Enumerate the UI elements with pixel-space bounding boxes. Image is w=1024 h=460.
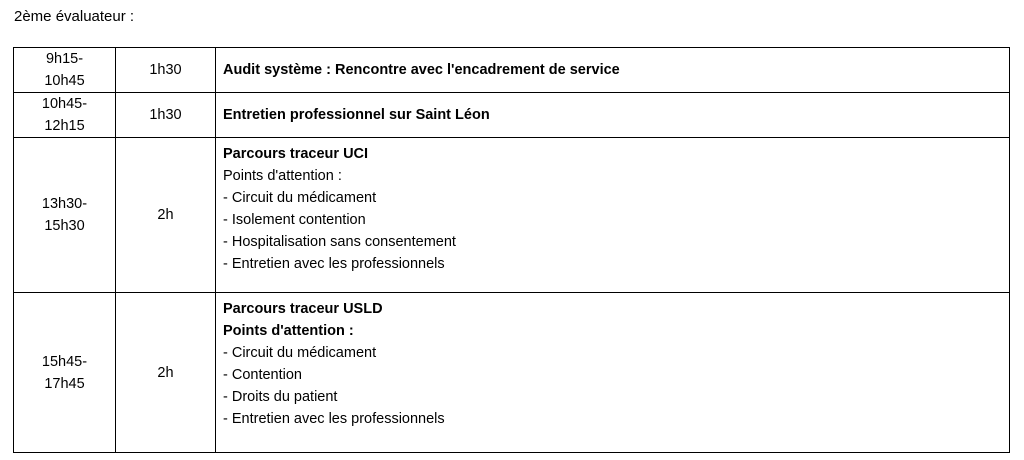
attention-item: - Hospitalisation sans consentement [223,234,456,250]
attention-subtitle: Points d'attention : [223,168,342,184]
time-cell [14,93,116,138]
activity-title: Audit système : Rencontre avec l'encadrement de service [223,62,620,78]
time-cell [14,293,116,453]
time-start: 15h45- [41,353,88,370]
table-row [14,138,1010,293]
description-cell [216,48,1010,93]
attention-item: - Isolement contention [223,212,366,228]
time-end: 12h15 [44,118,85,134]
time-cell [14,48,116,93]
duration-cell: 2h [116,138,216,293]
attention-item: - Entretien avec les professionnels [223,256,445,272]
duration-cell: 1h30 [116,48,216,93]
duration-cell: 1h30 [116,93,216,138]
activity-title: Parcours traceur UCI [223,146,369,162]
attention-item: - Contention [223,367,302,383]
attention-subtitle: Points d'attention : [223,323,354,339]
description-cell [216,293,1010,453]
attention-item: - Circuit du médicament [223,190,377,206]
table-row [14,48,1010,93]
evaluator-heading: 2ème évaluateur : [14,8,135,25]
table-row [14,293,1010,453]
time-start: 10h45- [41,96,88,112]
description-cell [216,138,1010,293]
time-start: 13h30- [41,196,88,212]
time-start: 9h15- [45,51,84,67]
time-end: 15h30 [44,218,85,234]
schedule-table [13,47,1010,453]
activity-title: Parcours traceur USLD [223,301,383,317]
activity-title: Entretien professionnel sur Saint Léon [223,107,490,123]
time-cell [14,138,116,293]
attention-item: - Droits du patient [223,389,338,405]
time-end: 17h45 [44,375,85,392]
time-end: 10h45 [44,73,85,89]
attention-item: - Entretien avec les professionnels [223,411,445,427]
duration-cell: 2h [116,293,216,453]
description-cell [216,93,1010,138]
table-row [14,93,1010,138]
attention-item: - Circuit du médicament [223,345,377,361]
